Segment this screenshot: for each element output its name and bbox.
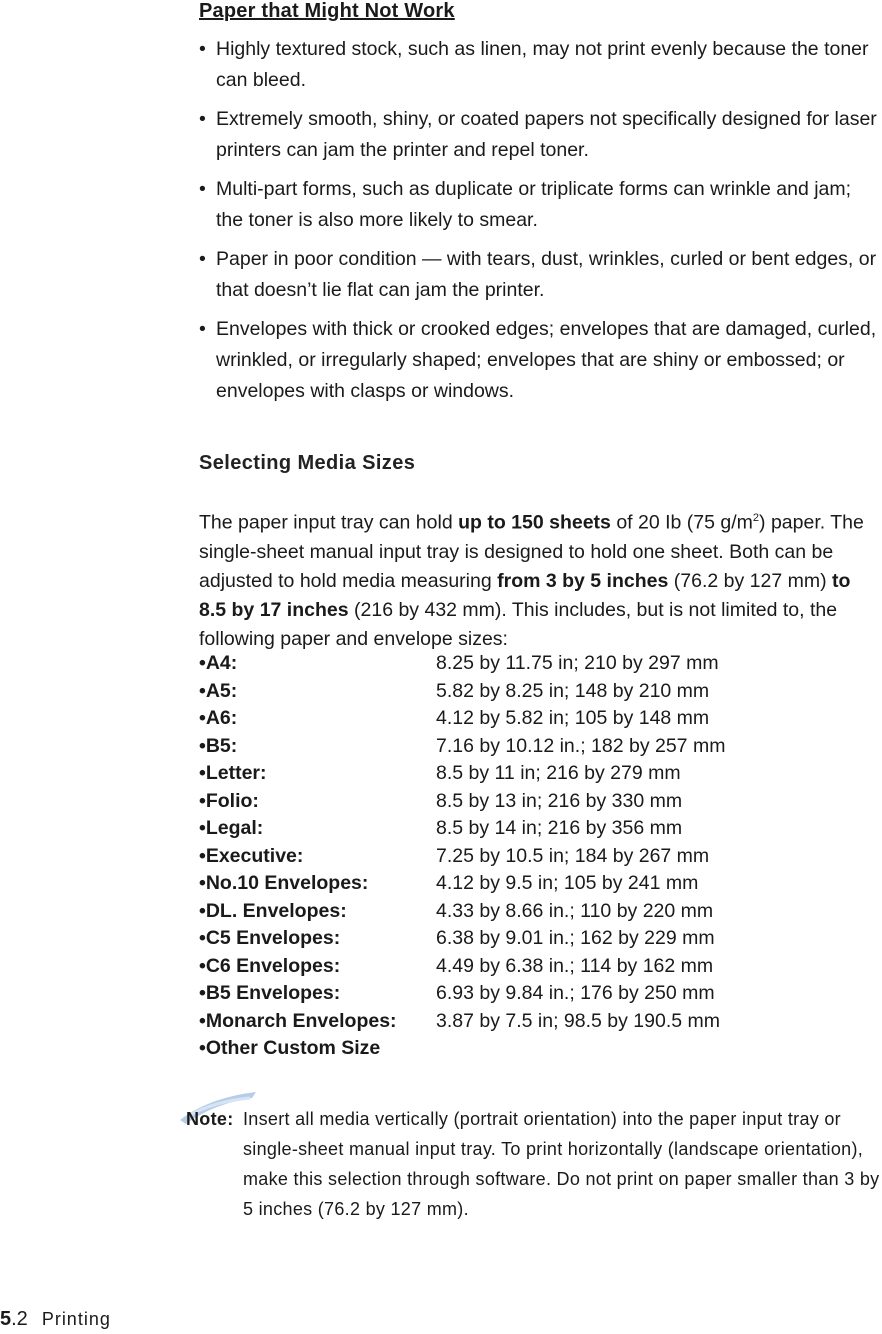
media-size-table [199, 650, 879, 1063]
table-row: •Executive: 7.25 by 10.5 in; 184 by 267 mm [199, 844, 710, 867]
paper-not-work-list [199, 34, 879, 415]
table-row: •Folio: 8.5 by 13 in; 216 by 330 mm [199, 789, 683, 812]
list-item: • Envelopes with thick or crooked edges; envelopes that are damaged, curled, wrinkled, or irregularly shaped; envelopes that are shiny or embossed; or envelopes with clasps or windows. [199, 318, 877, 402]
note-text: Insert all media vertically (portrait orientation) into the paper input tray or single-sheet manual input tray. To print horizontally (landscape orientation), make this selection through software. Do not print on paper smaller than 3 by 5 inches (76.2 by 127 mm). [243, 1109, 880, 1219]
list-item: • Extremely smooth, shiny, or coated papers not specifically designed for laser printers can jam the printer and repel toner. [199, 108, 877, 161]
chapter-label: Printing [41, 1309, 111, 1329]
table-row: •C5 Envelopes: 6.38 by 9.01 in.; 162 by 229 mm [199, 927, 715, 949]
table-row: •B5 Envelopes: 6.93 by 9.84 in.; 176 by 250 mm [199, 982, 715, 1004]
table-row: •No.10 Envelopes: 4.12 by 9.5 in; 105 by 241 mm [199, 872, 699, 894]
table-row: •B5: 7.16 by 10.12 in.; 182 by 257 mm [199, 734, 726, 757]
page-number: 5 [0, 1308, 12, 1330]
table-row: •Legal: 8.5 by 14 in; 216 by 356 mm [199, 817, 683, 839]
media-intro-paragraph: The paper input tray can hold up to 150 sheets of 20 Ib (75 $g/m^2$) paper. The single-sheet manual input tray is designed to hold one sheet. Both can be adjusted to hold media measuring from 3 by 5 inches (76.2 by 127 mm) to 8.5 by 17 inches (216 by 432 mm). This includes, but is not limited to, the following paper and envelope sizes: [199, 511, 864, 650]
list-item: • Paper in poor condition — with tears, dust, wrinkles, curled or bent edges, or that doesn’t lie flat can jam the printer. [199, 248, 877, 301]
table-row: •DL. Envelopes: 4.33 by 8.66 in.; 110 by 220 mm [199, 899, 714, 922]
list-item: • Highly textured stock, such as linen, may not print evenly because the toner can bleed. [199, 38, 869, 91]
page-footer [0, 1308, 111, 1331]
paper-not-work-heading: Paper that Might Not Work [199, 0, 455, 22]
table-row: •A6: 4.12 by 5.82 in; 105 by 148 mm [199, 707, 710, 729]
page-subnumber: .2 [11, 1308, 28, 1330]
table-row: •Monarch Envelopes: 3.87 by 7.5 in; 98.5 by 190.5 mm [199, 1009, 721, 1032]
table-row: •C6 Envelopes: 4.49 by 6.38 in.; 114 by 162 mm [199, 954, 714, 977]
note-label: Note: [186, 1109, 234, 1129]
media-sizes-heading: Selecting Media Sizes [199, 452, 416, 474]
table-row: •Other Custom Size [199, 1037, 381, 1059]
table-row: •A5: 5.82 by 8.25 in; 148 by 210 mm [199, 679, 710, 702]
table-row: •Letter: 8.5 by 11 in; 216 by 279 mm [199, 762, 681, 784]
table-row: •A4: 8.25 by 11.75 in; 210 by 297 mm [199, 652, 719, 674]
list-item: • Multi-part forms, such as duplicate or triplicate forms can wrinkle and jam; the toner is also more likely to smear. [199, 178, 852, 231]
